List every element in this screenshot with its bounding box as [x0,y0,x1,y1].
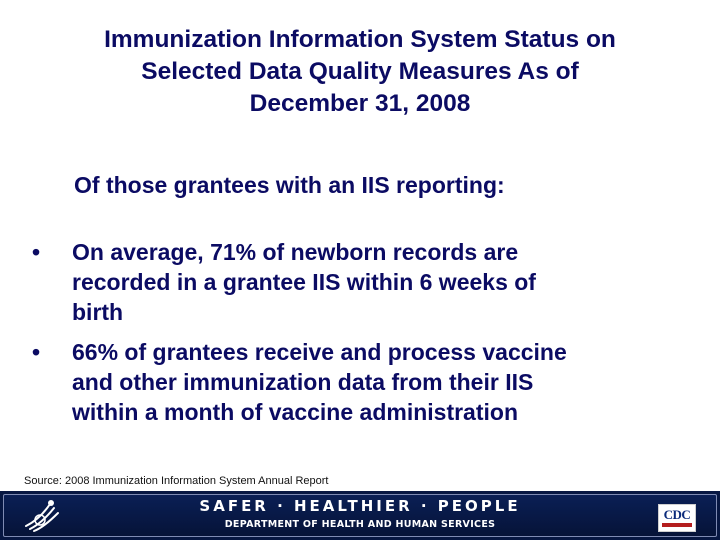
cdc-logo-bar [662,523,692,527]
bullet-item [30,337,700,427]
bullet-list [30,237,700,427]
slide-title [40,24,680,120]
bullet-line: recorded in a grantee IIS within 6 weeks of [72,269,536,295]
title-line: December 31, 2008 [249,90,471,117]
slide-subtitle: Of those grantees with an IIS reporting: [74,172,505,198]
bullet-line: On average, 71% of newborn records are [72,239,519,265]
bullet-line: within a month of vaccine administration [72,399,518,425]
bullet-line: 66% of grantees receive and process vaccine [72,339,567,365]
source-note: Source: 2008 Immunization Information System Annual Report [24,475,329,487]
banner-department: DEPARTMENT OF HEALTH AND HUMAN SERVICES [224,519,496,530]
bullet-marker: • [32,339,41,365]
cdc-logo [658,504,696,532]
title-line: Immunization Information System Status on [104,26,616,53]
bullet-line: and other immunization data from their IIS [72,369,534,395]
bullet-line: birth [72,299,124,325]
bullet-item [30,237,700,327]
cdc-logo-text: CDC [663,507,691,522]
title-line: Selected Data Quality Measures As of [141,58,579,85]
footer-banner [0,491,720,540]
bullet-marker: • [32,239,41,265]
banner-tagline: SAFER · HEALTHIER · PEOPLE [199,497,521,515]
hhs-eagle-icon [20,496,64,534]
